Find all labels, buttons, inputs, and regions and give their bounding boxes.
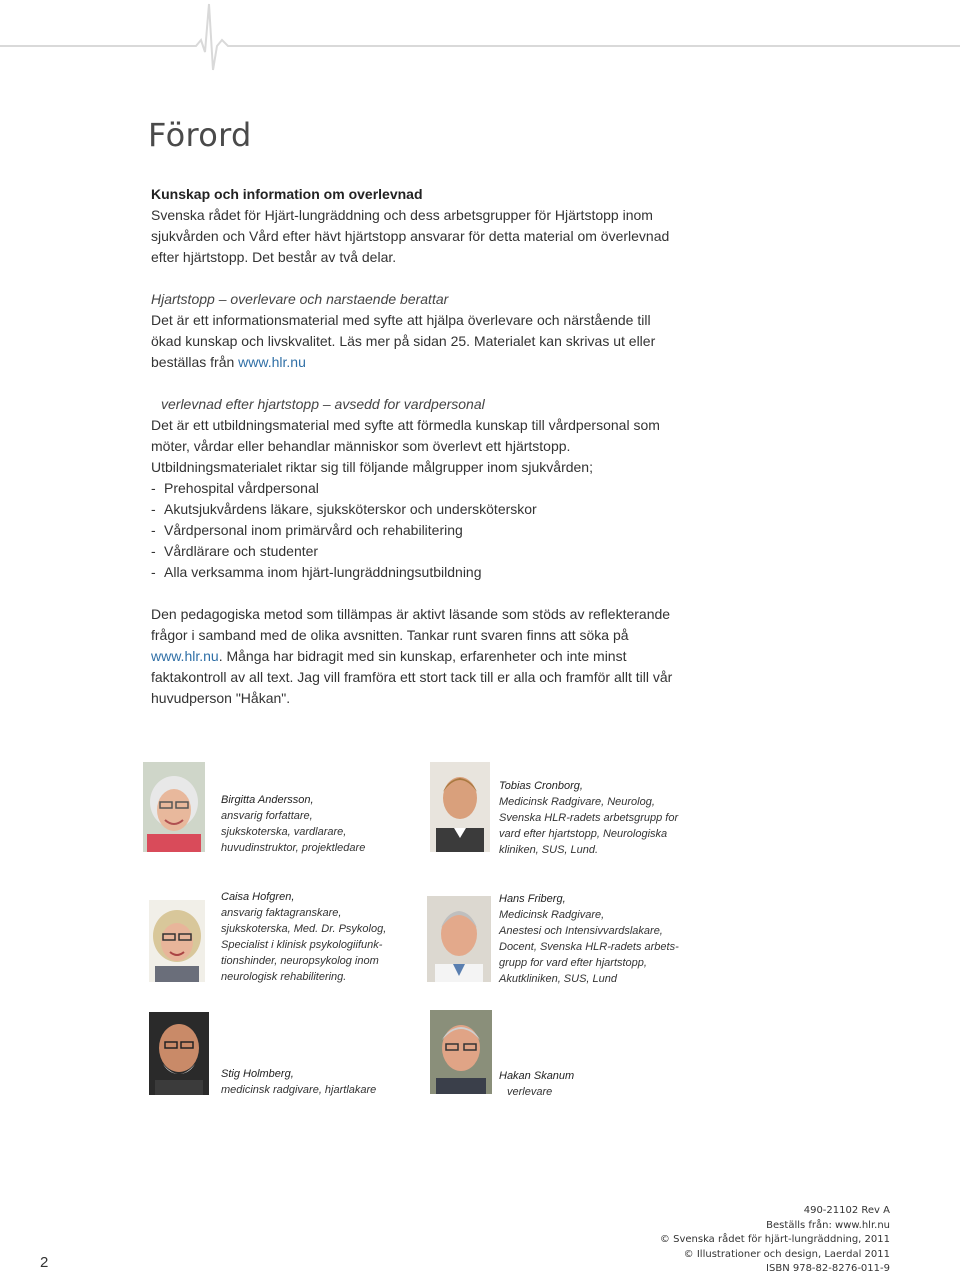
list-item: - Prehospital vårdpersonal [151,480,319,496]
list-item: - Vårdlärare och studenter [151,543,319,559]
portrait-photo [149,900,205,982]
footer-imprint: 490-21102 Rev A Beställs från: www.hlr.nu © Svenska rådet för hjärt-lungräddning, 2011 © Illustrationer och design, Laerdal 2011 ISBN 978-82-8276-011-9 [659,1205,890,1275]
hlr-link[interactable]: www.hlr.nu [238,354,306,370]
page-number: 2 [40,1254,49,1271]
contributor-caption: Hans Friberg, Medicinsk Radgivare, Anestesi och Intensivvardslakare, Docent, Svenska HLR-radets arbets- grupp for vard efter hjartstopp, Akutkliniken, SUS, Lund [499,893,679,985]
section4-paragraph: Den pedagogiska metod som tillämpas är aktivt läsande som stöds av reflekterande frågor i samband med de olika avsnitten. Tankar runt svaren finns att söka på www.hlr.nu. Många har bidragit med sin kunskap, erfarenheter och inte minst faktakontroll av all text. Jag vill framföra ett stort tack till er alla och framför allt till vår huvudperson "Håkan". [151,606,673,706]
section1-body: Svenska rådet för Hjärt-lungräddning och dess arbetsgrupper för Hjärtstopp inom sjukvården och Vård efter hävt hjärtstopp ansvarar för detta material om överlevnad efter hjärtstopp. Det består av två delar. [151,207,670,265]
contributor-caption: Tobias Cronborg, Medicinsk Radgivare, Neurolog, Svenska HLR-radets arbetsgrupp for vard efter hjartstopp, Neurologiska kliniken, SUS, Lund. [499,780,679,856]
section1-heading: Kunskap och information om overlevnad [151,186,423,202]
list-item: - Vårdpersonal inom primärvård och rehabilitering [151,522,463,538]
list-item: - Alla verksamma inom hjärt-lungräddningsutbildning [151,564,482,580]
portrait-photo [149,1012,209,1095]
portrait-photo [427,896,491,982]
contributor-caption: Stig Holmberg, medicinsk radgivare, hjartlakare [221,1068,377,1096]
section2-body: Det är ett informationsmaterial med syfte att hjälpa överlevare och närstående till ökad kunskap och livskvalitet. Läs mer på sidan 25. Materialet kan skrivas ut eller beställas från [151,312,656,370]
portrait-photo [143,762,205,852]
portrait-photo [430,1010,492,1094]
section3-body: Det är ett utbildningsmaterial med syfte att förmedla kunskap till vårdpersonal som möter, vårdar eller behandlar människor som överlevt ett hjärtstopp. Utbildningsmaterialet riktar sig till följande målgrupper inom sjukvården; [151,417,660,475]
page-title: Förord [148,116,252,154]
contributor-caption: Hakan Skanum verlevare [499,1070,575,1098]
ecg-header-line [0,0,960,80]
hlr-link-2[interactable]: www.hlr.nu [151,648,219,664]
portrait-photo [430,762,490,852]
contributor-caption: Caisa Hofgren, ansvarig faktagranskare, sjukskoterska, Med. Dr. Psykolog, Specialist i klinisk psykologiifunk- tionshinder, neuropsykolog inom neurologisk rehabilitering. [221,891,387,983]
section2-paragraph [151,310,677,373]
section2-heading: Hjartstopp – overlevare och narstaende berattar [151,291,449,307]
main-text [151,184,677,709]
section3-heading: verlevnad efter hjartstopp – avsedd for vardpersonal [161,396,485,412]
list-item: - Akutsjukvårdens läkare, sjuksköterskor och undersköterskor [151,501,537,517]
contributor-caption: Birgitta Andersson, ansvarig forfattare, sjukskoterska, vardlarare, huvudinstruktor, projektledare [221,794,366,854]
target-group-list [151,478,677,583]
